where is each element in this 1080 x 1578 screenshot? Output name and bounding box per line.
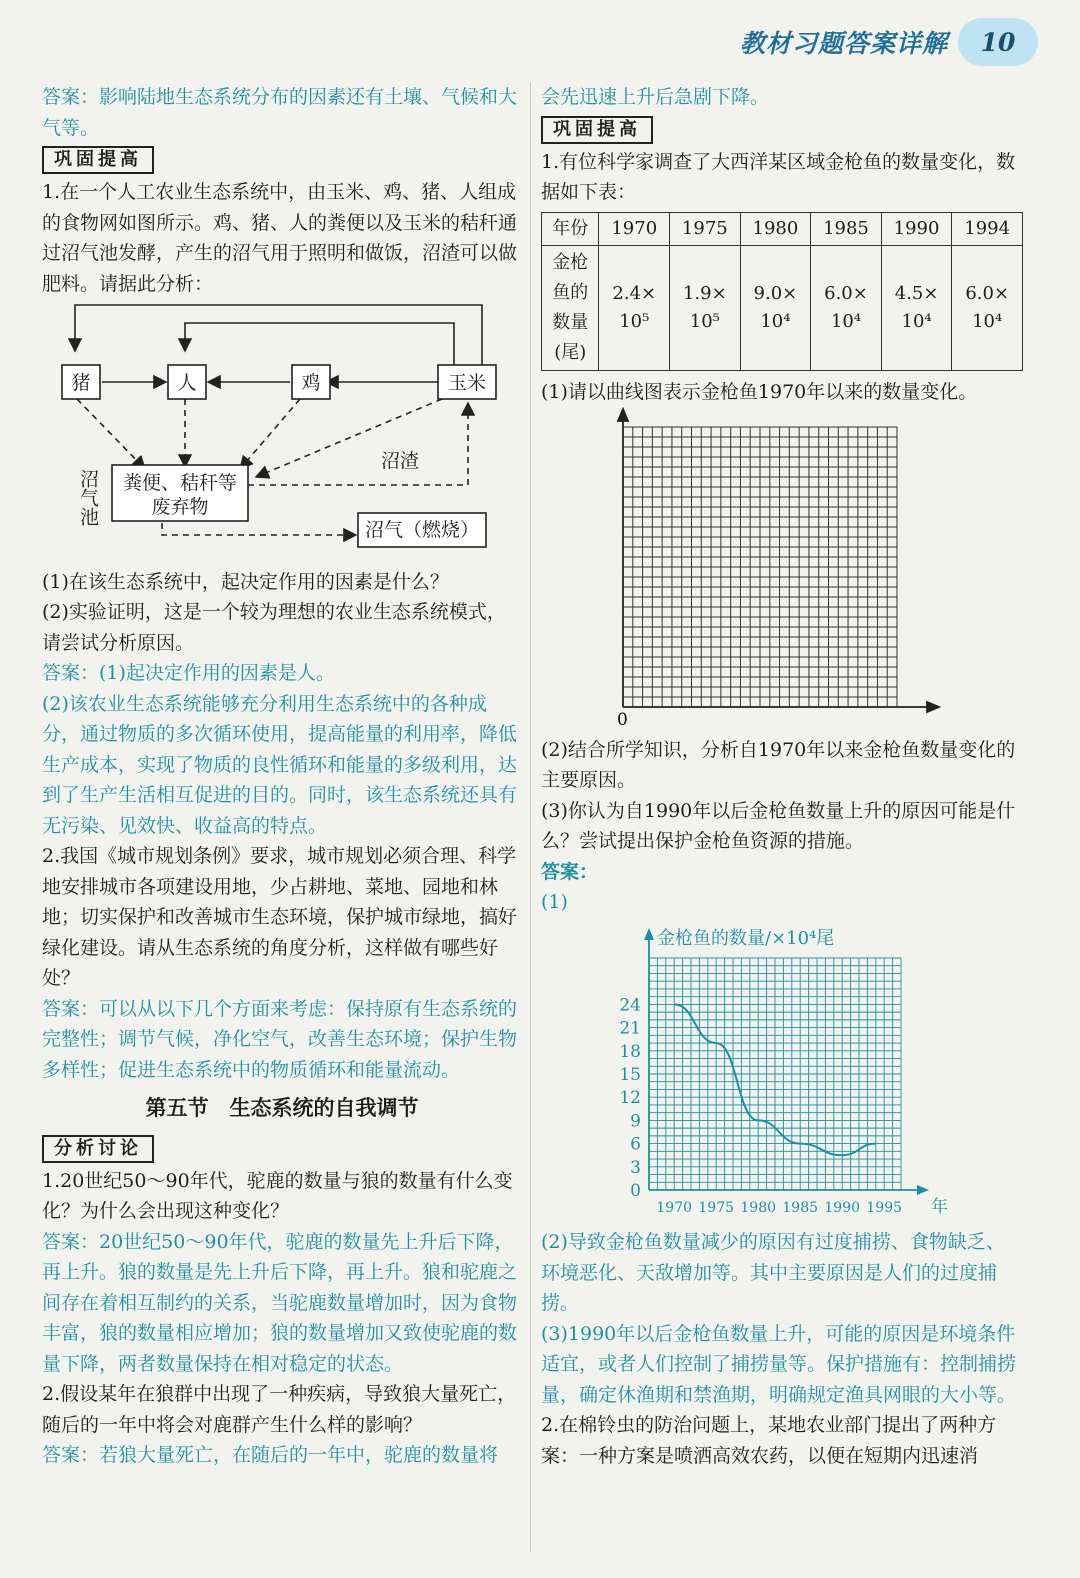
answer-tuna-3: (3)1990年以后金枪鱼数量上升，可能的原因是环境条件适宜，或者人们控制了捕捞量等。保护措施有：控制捕捞量，确定休渔期和禁渔期，明确规定渔具网眼的大小等。 bbox=[541, 1322, 1017, 1406]
chart-x-tick-label: 1990 bbox=[824, 1199, 861, 1216]
answer-label bbox=[541, 857, 1023, 888]
answer-tuna-2: (2)导致金枪鱼数量减少的原因有过度捕捞、食物缺乏、环境恶化、天敌增加等。其中主要原因是人们的过度捕捞。 bbox=[541, 1231, 1005, 1314]
chart-y-axis-label: 金枪鱼的数量/×10⁴尾 bbox=[657, 927, 835, 949]
answer-tuna-1: (1) bbox=[541, 891, 568, 913]
question-tuna-3: (3)你认为自1990年以后金枪鱼数量上升的原因可能是什么？尝试提出保护金枪鱼资源的措施。 bbox=[541, 799, 1016, 852]
right-column bbox=[541, 82, 1023, 1471]
arrow-corn-person bbox=[185, 323, 454, 367]
chart-y-tick-label: 24 bbox=[619, 994, 641, 1015]
label-digester: 沼气池 bbox=[77, 469, 99, 526]
node-waste-line1: 粪便、秸秆等 bbox=[122, 472, 238, 494]
chart-y-tick-label: 12 bbox=[619, 1087, 641, 1108]
column-divider bbox=[530, 82, 531, 1552]
chart-y-tick-label: 6 bbox=[630, 1134, 641, 1155]
arrow-waste-biogas bbox=[162, 523, 356, 535]
chart-y-tick-label: 0 bbox=[630, 1180, 641, 1201]
table-year: 1994 bbox=[952, 212, 1023, 245]
section-title: 第五节 生态系统的自我调节 bbox=[145, 1096, 419, 1120]
section-box-consolidate-right: 巩固提高 bbox=[541, 116, 653, 144]
row-label-line: (尾) bbox=[554, 341, 587, 363]
arrow-residue-corn bbox=[248, 403, 468, 485]
table-value bbox=[740, 245, 811, 370]
chart-x-arrow bbox=[917, 1185, 929, 1195]
table-value bbox=[811, 245, 882, 370]
question-2: 2.我国《城市规划条例》要求，城市规划必须合理、科学地安排城市各项建设用地，少占耕地、菜地、园地和林地；切实保护和改善城市生态环境，保护城市绿地，搞好绿化建设。请从生态系统的角度分析，这样做有哪些好处？ bbox=[42, 845, 518, 989]
question-tuna: 1.有位科学家调查了大西洋某区域金枪鱼的数量变化，数据如下表： bbox=[541, 150, 1016, 203]
answer-label-text: 答案： bbox=[541, 860, 599, 883]
table-mantissa: 6.0× bbox=[965, 282, 1010, 304]
answer-1-1: 答案：(1)起决定作用的因素是人。 bbox=[42, 662, 335, 684]
chart-y-tick-label: 15 bbox=[619, 1064, 641, 1085]
section-box-discussion: 分析讨论 bbox=[42, 1135, 154, 1163]
row-label-line: 金枪 bbox=[552, 251, 589, 273]
row-label-line: 数量 bbox=[552, 311, 589, 333]
table-year: 1985 bbox=[811, 212, 882, 245]
table-year: 1990 bbox=[881, 212, 952, 245]
question-1: 1.在一个人工农业生态系统中，由玉米、鸡、猪、人组成的食物网如图所示。鸡、猪、人的粪便以及玉米的秸秆通过沼气池发酵，产生的沼气用于照明和做饭，沼渣可以做肥料。请据此分析： bbox=[42, 181, 518, 295]
table-mantissa: 2.4× bbox=[612, 282, 657, 304]
table-row-label bbox=[542, 245, 599, 370]
blank-grid-origin: 0 bbox=[617, 710, 628, 725]
table-value bbox=[881, 245, 952, 370]
page-header bbox=[740, 18, 1038, 66]
page-number-badge: 10 bbox=[958, 18, 1038, 66]
question-tuna-1: (1)请以曲线图表示金枪鱼1970年以来的数量变化。 bbox=[541, 380, 978, 403]
table-exponent: 10⁴ bbox=[972, 310, 1003, 332]
chart-y-tick-label: 18 bbox=[619, 1041, 641, 1062]
table-row bbox=[542, 245, 1023, 370]
chart-x-tick-label: 1985 bbox=[782, 1199, 819, 1216]
chart-x-axis-label: 年 bbox=[931, 1196, 948, 1217]
table-year: 1975 bbox=[670, 212, 741, 245]
question-1-2: (2)实验证明，这是一个较为理想的农业生态系统模式，请尝试分析原因。 bbox=[42, 601, 506, 654]
table-mantissa: 4.5× bbox=[894, 282, 939, 304]
node-corn: 玉米 bbox=[447, 372, 487, 394]
blank-grid-chart bbox=[541, 407, 1021, 725]
chart-x-tick-label: 1995 bbox=[866, 1199, 903, 1216]
table-exponent: 10⁵ bbox=[689, 310, 720, 332]
table-mantissa: 6.0× bbox=[824, 282, 868, 304]
answer-2: 答案：可以从以下几个方面来考虑：保持原有生态系统的完整性；调节气候，净化空气，改善生态环境；保护生物多样性；促进生态系统中的物质循环和能量流动。 bbox=[42, 997, 518, 1081]
chart-x-tick-label: 1970 bbox=[656, 1199, 693, 1216]
node-chicken: 鸡 bbox=[301, 372, 321, 394]
arrow-corn-pig bbox=[75, 305, 482, 367]
left-column bbox=[42, 82, 522, 1471]
row-label-line: 鱼的 bbox=[552, 281, 589, 303]
table-mantissa: 9.0× bbox=[753, 282, 798, 304]
chart-y-tick-label: 9 bbox=[630, 1110, 641, 1131]
table-exponent: 10⁴ bbox=[830, 310, 862, 332]
question-3: 1.20世纪50～90年代，驼鹿的数量与狼的数量有什么变化？为什么会出现这种变化？ bbox=[42, 1169, 513, 1222]
arrow-chicken-waste bbox=[240, 399, 300, 469]
answer-4-continued: 会先迅速上升后急剧下降。 bbox=[541, 86, 770, 108]
node-person: 人 bbox=[177, 372, 197, 394]
blank-y-arrow bbox=[618, 409, 628, 421]
table-exponent: 10⁴ bbox=[901, 310, 932, 332]
table-exponent: 10⁴ bbox=[760, 310, 791, 332]
table-value bbox=[952, 245, 1023, 370]
table-value bbox=[670, 245, 741, 370]
chart-y-tick-label: 3 bbox=[630, 1157, 641, 1178]
question-4: 2.假设某年在狼群中出现了一种疾病，导致狼大量死亡，随后的一年中将会对鹿群产生什么样的影响？ bbox=[42, 1383, 517, 1436]
chart-x-tick-label: 1980 bbox=[740, 1199, 777, 1216]
chart-x-tick-label: 1975 bbox=[698, 1199, 735, 1216]
table-mantissa: 1.9× bbox=[682, 282, 727, 304]
answer-4: 答案：若狼大量死亡，在随后的一年中，驼鹿的数量将 bbox=[42, 1444, 499, 1466]
table-header-year: 年份 bbox=[542, 212, 599, 245]
food-web-diagram bbox=[42, 299, 522, 557]
table-year: 1980 bbox=[740, 212, 811, 245]
node-biogas: 沼气（燃烧） bbox=[364, 519, 480, 541]
answer-1-2: (2)该农业生态系统能够充分利用生态系统中的各种成分，通过物质的多次循环使用，提高能量的利用率，降低生产成本，实现了物质的良性循环和能量的多级利用，达到了生产生活相互促进的目的。同时，该生态系统还具有无污染、见效快、收益高的特点。 bbox=[42, 692, 518, 837]
question-tuna-2: (2)结合所学知识，分析自1970年以来金枪鱼数量变化的主要原因。 bbox=[541, 738, 1016, 791]
blank-x-arrow bbox=[927, 702, 939, 712]
arrow-pig-waste bbox=[77, 399, 145, 469]
answer-3: 答案：20世纪50～90年代，驼鹿的数量先上升后下降，再上升。狼的数量是先上升后下降，再上升。狼和驼鹿之间存在着相互制约的关系，当驼鹿数量增加时，因为食物丰富，狼的数量相应增加；狼的数量增加又致使驼鹿的数量下降，两者数量保持在相对稳定的状态。 bbox=[42, 1230, 518, 1375]
tuna-table bbox=[541, 212, 1023, 371]
answer-intro: 答案：影响陆地生态系统分布的因素还有土壤、气候和大气等。 bbox=[42, 86, 518, 139]
tuna-line-chart bbox=[541, 918, 1021, 1218]
node-waste-line2: 废弃物 bbox=[151, 496, 209, 518]
chart-y-arrow bbox=[644, 928, 654, 940]
table-row bbox=[542, 212, 1023, 245]
table-exponent: 10⁵ bbox=[619, 310, 650, 332]
chart-y-tick-label: 21 bbox=[619, 1018, 641, 1039]
header-title: 教材习题答案详解 bbox=[739, 29, 948, 58]
question-1-1: (1)在该生态系统中，起决定作用的因素是什么？ bbox=[42, 570, 449, 593]
question-cotton-bollworm: 2.在棉铃虫的防治问题上，某地农业部门提出了两种方案：一种方案是喷洒高效农药，以便在短期内迅速消 bbox=[541, 1414, 997, 1467]
label-residue: 沼渣 bbox=[380, 450, 420, 472]
table-value bbox=[599, 245, 670, 370]
section-box-consolidate: 巩固提高 bbox=[42, 146, 154, 174]
table-year: 1970 bbox=[599, 212, 670, 245]
node-pig: 猪 bbox=[71, 372, 91, 394]
